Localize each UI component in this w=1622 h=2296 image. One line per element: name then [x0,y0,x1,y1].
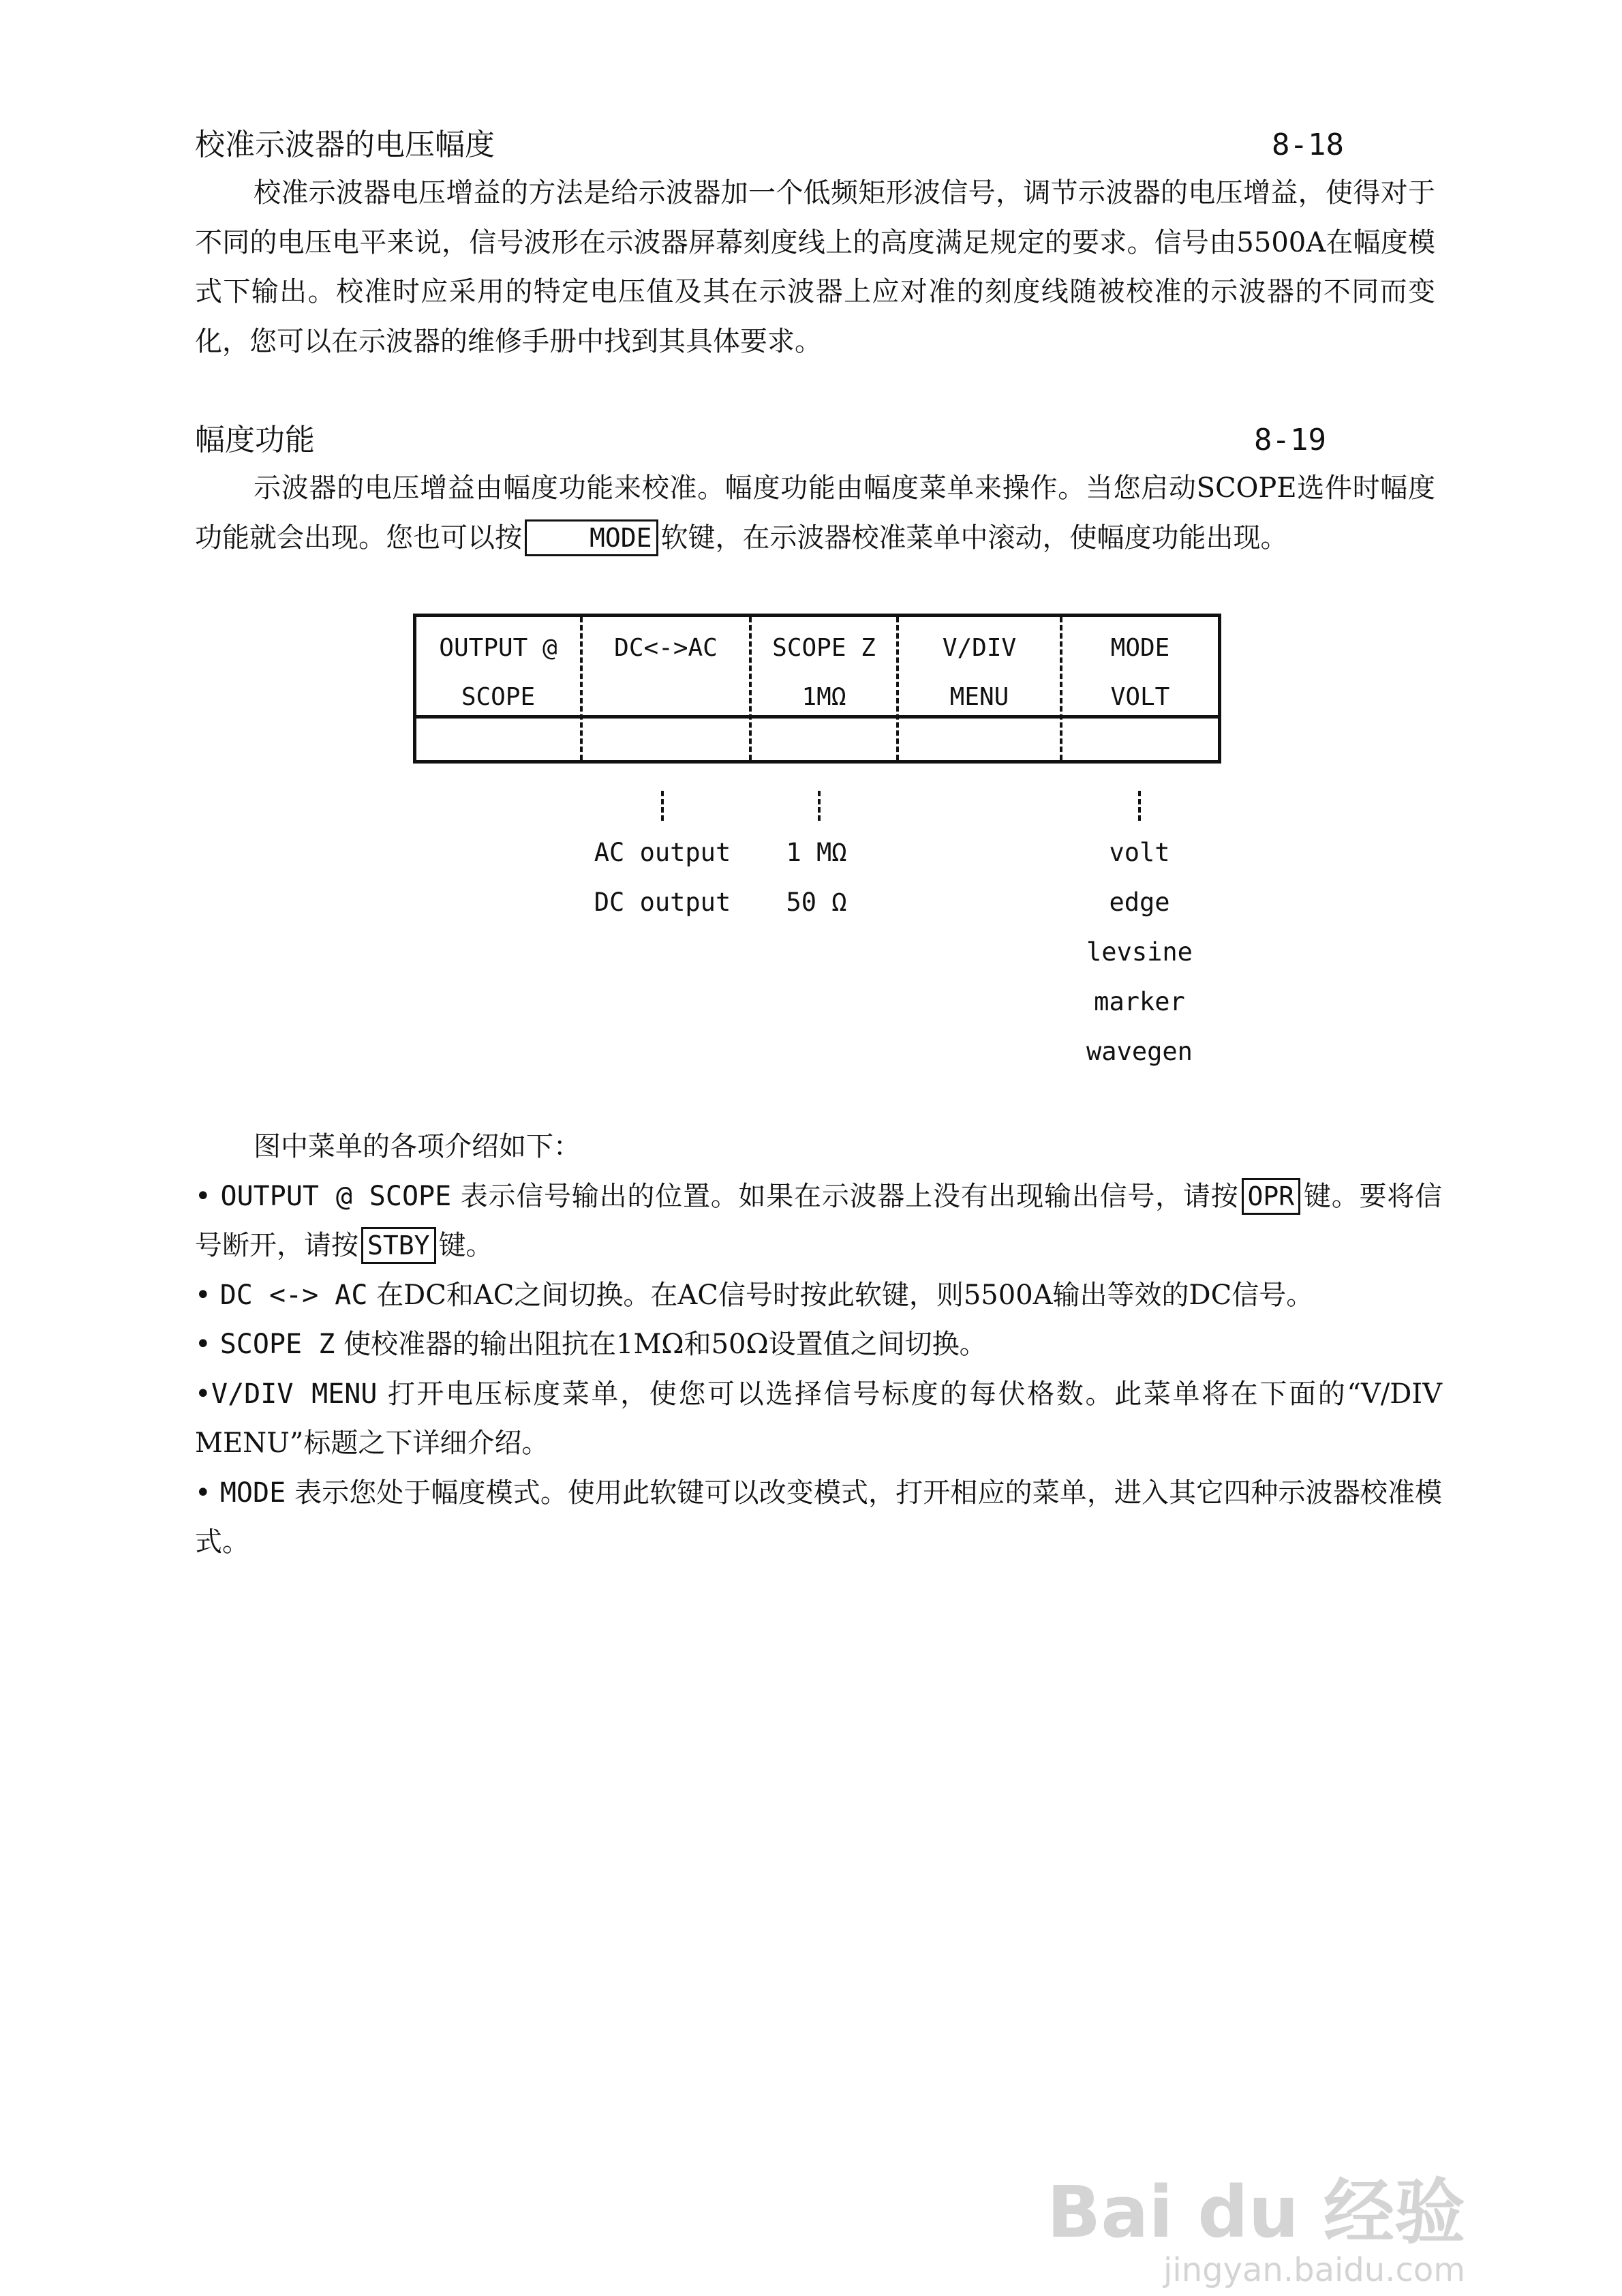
bullet-icon: • [195,1180,211,1212]
softkey-mode [1062,624,1218,712]
softkey-label: SCOPE [461,683,536,711]
section-title-voltage-amplitude: 校准示波器的电压幅度 [195,127,495,162]
softkey-vdiv-menu [899,624,1060,712]
softkey-scope-z [752,624,896,712]
text-span: 在DC和AC之间切换。在AC信号时按此软键，则5500A输出等效的DC信号。 [376,1279,1314,1311]
text-span: 键。要将信号断开，请按 [195,1180,1443,1261]
baidu-jingyan-watermark [1047,2171,1465,2291]
bullet-scope-z [195,1320,1442,1370]
scope-menu-diagram [413,614,1221,764]
bullet-mode [195,1468,1442,1567]
option-item: edge [1109,888,1170,917]
bullet-vdiv-menu [195,1370,1442,1468]
intro-text: 图中菜单的各项介绍如下： [254,1131,581,1162]
paragraph-text: 校准示波器电压增益的方法是给示波器加一个低频矩形波信号，调节示波器的电压增益，使得对于不同的电压电平来说，信号波形在示波器屏幕刻度线上的高度满足规定的要求。信号由5500A在幅度模式下输出。校准时应采用的特定电压值及其在示波器上应对准的刻度线随被校准的示波器的不同而变化，您可以在示波器的维修手册中找到其具体要求。 [195,177,1435,357]
text-span: 打开电压标度菜单，使您可以选择信号标度的每伏格数。此菜单将在下面的“V/DIV MENU”标题之下详细介绍。 [195,1378,1442,1459]
option-item: marker [1094,987,1185,1016]
bullet-output-scope [195,1172,1442,1271]
softkey-label: V/DIV [942,634,1017,662]
softkey-output-scope [416,624,580,712]
scope-z-options [762,828,871,927]
bullet-icon: • [195,1329,211,1360]
section-title-amplitude-function: 幅度功能 [195,423,315,457]
stby-key: STBY [361,1227,436,1264]
text-span: 键。 [438,1230,493,1261]
softkey-label: 1MΩ [801,683,846,711]
text-span: 示波器的电压增益由幅度功能来校准。幅度功能由幅度菜单来操作。当您启动SCOPE选件时幅度功能就会出现。您也可以按 [195,472,1435,554]
softkey-label: OUTPUT @ [439,634,557,662]
mode-key: MODE [525,519,658,556]
option-item: wavegen [1086,1037,1193,1066]
bullet-dc-ac [195,1271,1442,1320]
option-connector [661,791,664,821]
bullet-icon: • [195,1279,211,1311]
paragraph-text [195,464,1435,562]
watermark-brand: Bai du 经验 [1047,2171,1465,2254]
section-number: 8-19 [1254,423,1326,457]
softkey-label: MODE [1110,634,1170,662]
dc-ac-options [587,828,737,927]
bullet-icon: • [195,1378,211,1410]
option-item: AC output [594,838,731,867]
bullet-lead: DC <-> AC [219,1279,368,1311]
option-item: 50 Ω [786,888,847,917]
option-item: levsine [1086,937,1193,967]
text-span: 软键，在示波器校准菜单中滚动，使幅度功能出现。 [660,522,1288,554]
text-span: 表示您处于幅度模式。使用此软键可以改变模式，打开相应的菜单，进入其它四种示波器校准模式。 [195,1477,1443,1558]
option-connector [818,791,821,821]
opr-key: OPR [1242,1178,1301,1215]
bullet-icon: • [195,1477,211,1509]
menu-item-descriptions [195,1122,1442,1567]
option-connector [1138,791,1141,821]
text-span: 使校准器的输出阻抗在1MΩ和50Ω设置值之间切换。 [343,1329,987,1360]
section2-paragraph [195,464,1435,562]
softkey-label: SCOPE Z [772,634,876,662]
option-item: 1 MΩ [786,838,847,867]
text-span: 表示信号输出的位置。如果在示波器上没有出现输出信号，请按 [460,1180,1239,1212]
section-number: 8-18 [1272,127,1344,162]
bullet-lead: SCOPE Z [219,1329,335,1360]
section1-paragraph [195,168,1435,366]
softkey-dc-ac [583,624,749,712]
bullet-lead: MODE [219,1477,286,1509]
softkey-label: MENU [949,683,1009,711]
option-item: volt [1109,838,1170,867]
bullet-lead: V/DIV MENU [211,1378,378,1410]
option-item: DC output [594,888,731,917]
watermark-url: jingyan.baidu.com [1163,2251,1465,2289]
mode-options [1071,828,1208,1076]
bullet-lead: OUTPUT @ SCOPE [220,1180,452,1212]
softkey-label: DC<->AC [614,634,718,662]
softkey-label: VOLT [1110,683,1170,711]
